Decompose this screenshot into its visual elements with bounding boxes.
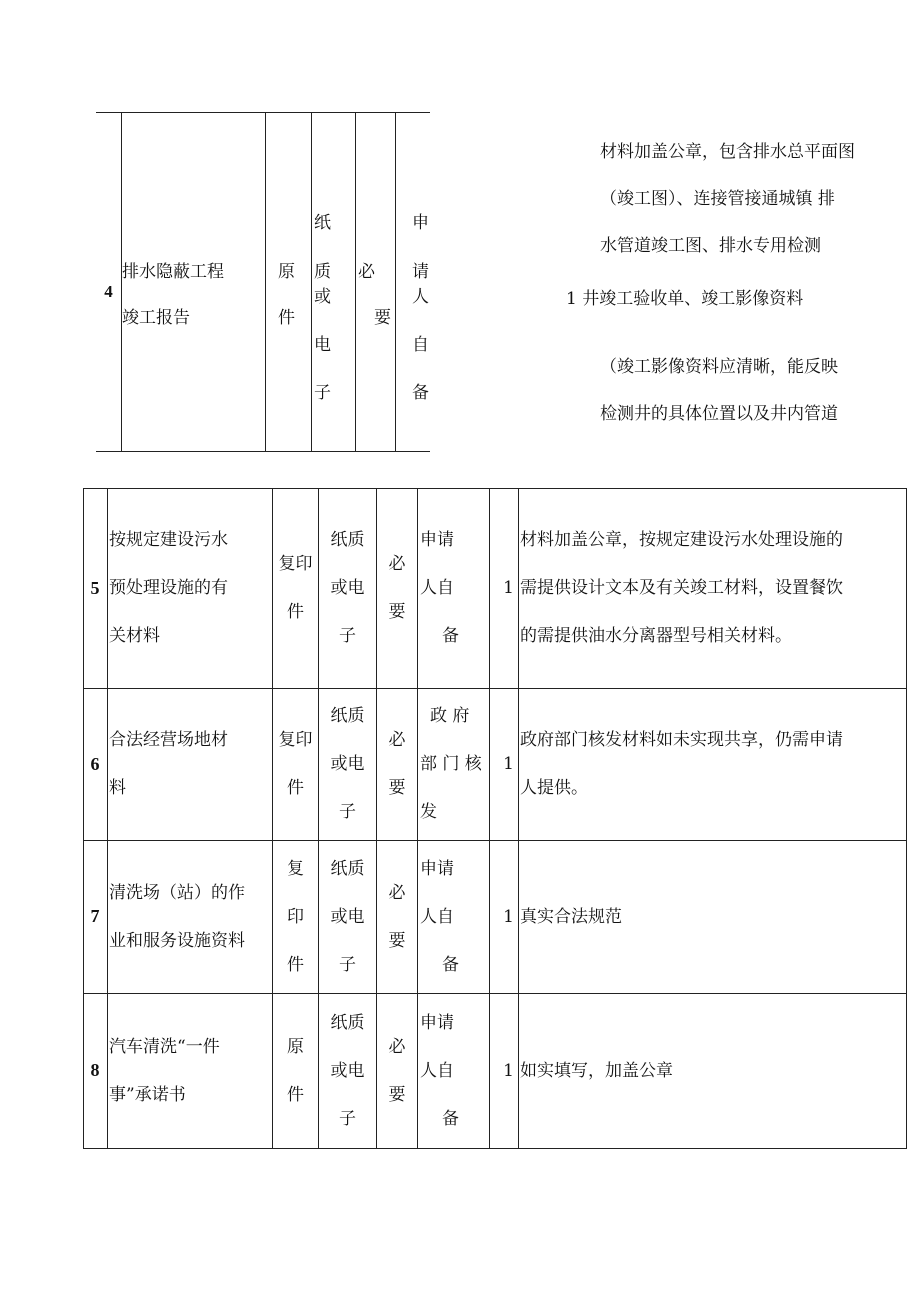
table-top-border <box>96 112 430 113</box>
requirement <box>377 993 417 1148</box>
copy-count: 1 <box>503 754 514 774</box>
row-border <box>83 1148 907 1149</box>
material-form: 原 <box>278 262 295 282</box>
item-name-line: 排水隐蔽工程 <box>122 262 224 282</box>
row-number: 6 <box>90 753 100 774</box>
source-line: 备 <box>442 1108 459 1129</box>
requirement-line: 必 <box>388 1036 406 1057</box>
form-line: 印 <box>287 906 304 927</box>
material-form <box>273 840 318 993</box>
item-name-line: 竣工报告 <box>122 308 190 328</box>
source-line: 申请 <box>420 858 454 879</box>
media-line: 或电 <box>330 906 365 927</box>
requirement: 必 <box>358 262 375 282</box>
note-line: 的需提供油水分离器型号相关材料。 <box>520 626 792 646</box>
requirement: 要 <box>374 308 391 328</box>
media-line: 纸质 <box>330 1012 365 1033</box>
source-line: 部 门 核 <box>420 754 482 774</box>
item-name-line: 料 <box>109 778 126 798</box>
media-char: 或 <box>314 287 331 307</box>
source-line: 备 <box>442 954 459 975</box>
item-name <box>109 488 271 688</box>
material-form <box>273 993 318 1148</box>
item-name <box>109 840 271 993</box>
source-char: 自 <box>412 335 429 355</box>
note-line: （竣工图）、连接管接通城镇 排 <box>600 189 835 209</box>
source-line: 发 <box>420 802 437 822</box>
source <box>418 688 489 840</box>
item-name-line: 合法经营场地材 <box>109 730 228 750</box>
media-line: 或电 <box>330 578 365 598</box>
media-line: 子 <box>339 802 356 822</box>
note-line: 真实合法规范 <box>520 906 622 927</box>
source-line: 申请 <box>420 530 454 550</box>
item-name-line: 业和服务设施资料 <box>109 930 245 951</box>
column-divider <box>355 112 356 452</box>
requirement-line: 要 <box>388 778 406 798</box>
note-line: 检测井的具体位置以及井内管道 <box>600 404 838 424</box>
media-line: 子 <box>339 954 356 975</box>
source-char: 人 <box>412 287 429 307</box>
media-line: 纸质 <box>330 706 365 726</box>
copy-count: 1 <box>503 1060 514 1081</box>
column-divider <box>906 488 907 1149</box>
row-number: 4 <box>104 282 113 301</box>
item-name-line: 事”承诺书 <box>109 1084 186 1105</box>
form-line: 复印 <box>278 554 313 574</box>
requirement-line: 必 <box>388 882 406 903</box>
media-type <box>319 840 376 993</box>
requirement-line: 必 <box>388 730 406 750</box>
media-char: 质 <box>314 262 331 282</box>
form-line: 件 <box>287 1084 304 1105</box>
note-line: 政府部门核发材料如未实现共享，仍需申请 <box>520 730 843 750</box>
media-line: 纸质 <box>330 530 365 550</box>
requirement <box>377 688 417 840</box>
item-name-line: 汽车清洗“一件 <box>109 1036 220 1057</box>
note <box>520 488 906 688</box>
material-form: 件 <box>278 308 295 328</box>
media-char: 子 <box>314 383 331 403</box>
column-divider <box>121 112 122 452</box>
column-divider <box>265 112 266 452</box>
item-name <box>109 688 271 840</box>
requirement-line: 要 <box>388 930 406 951</box>
source <box>418 993 489 1148</box>
column-divider <box>518 488 519 1149</box>
row-number: 7 <box>90 906 100 926</box>
item-name-line: 清洗场（站）的作 <box>109 882 245 903</box>
note-line: 材料加盖公章，按规定建设污水处理设施的 <box>520 530 843 550</box>
media-char: 电 <box>314 335 331 355</box>
requirement <box>377 488 417 688</box>
form-line: 复 <box>287 858 304 879</box>
source-line: 人自 <box>420 1060 454 1081</box>
material-form <box>273 488 318 688</box>
table-bottom-border <box>96 451 430 452</box>
media-type <box>319 488 376 688</box>
source-char: 申 <box>412 213 429 233</box>
source-line: 人自 <box>420 578 454 598</box>
source <box>418 488 489 688</box>
note-line: 人提供。 <box>520 778 588 798</box>
source-line: 备 <box>442 626 459 646</box>
item-name-line: 预处理设施的有 <box>109 578 228 598</box>
form-line: 原 <box>287 1036 304 1057</box>
column-divider <box>107 488 108 1149</box>
item-name-line: 按规定建设污水 <box>109 530 228 550</box>
column-divider <box>311 112 312 452</box>
note <box>520 688 906 840</box>
row-number: 8 <box>90 1060 100 1080</box>
source <box>418 840 489 993</box>
note <box>520 993 906 1148</box>
note-line: （竣工影像资料应清晰，能反映 <box>600 357 838 377</box>
copy-count: 1 <box>503 906 514 927</box>
note-line: 水管道竣工图、排水专用检测 <box>600 236 821 256</box>
source-line: 人自 <box>420 906 454 927</box>
requirement-line: 必 <box>388 554 406 574</box>
media-type <box>319 993 376 1148</box>
source-char: 请 <box>412 262 429 282</box>
note-line: 如实填写，加盖公章 <box>520 1060 673 1081</box>
media-char: 纸 <box>314 213 331 233</box>
requirement <box>377 840 417 993</box>
media-type <box>319 688 376 840</box>
media-line: 子 <box>339 1108 356 1129</box>
media-line: 子 <box>339 626 356 646</box>
note-line: 材料加盖公章，包含排水总平面图 <box>600 142 855 162</box>
source-line: 申请 <box>420 1012 454 1033</box>
column-divider <box>395 112 396 452</box>
material-form <box>273 688 318 840</box>
form-line: 件 <box>287 778 304 798</box>
source-char: 备 <box>412 383 429 403</box>
source-line: 政 府 <box>430 706 470 726</box>
requirement-line: 要 <box>388 602 406 622</box>
media-line: 纸质 <box>330 858 365 879</box>
note-line: 1 井竣工验收单、竣工影像资料 <box>566 289 804 309</box>
form-line: 件 <box>287 954 304 975</box>
media-line: 或电 <box>330 1060 365 1081</box>
item-name <box>109 993 271 1148</box>
requirement-line: 要 <box>388 1084 406 1105</box>
media-line: 或电 <box>330 754 365 774</box>
copy-count: 1 <box>503 578 514 598</box>
note <box>520 840 906 993</box>
item-name-line: 关材料 <box>109 626 160 646</box>
form-line: 件 <box>287 602 304 622</box>
row-number: 5 <box>90 577 100 598</box>
form-line: 复印 <box>278 730 313 750</box>
note-line: 需提供设计文本及有关竣工材料，设置餐饮 <box>520 578 843 598</box>
